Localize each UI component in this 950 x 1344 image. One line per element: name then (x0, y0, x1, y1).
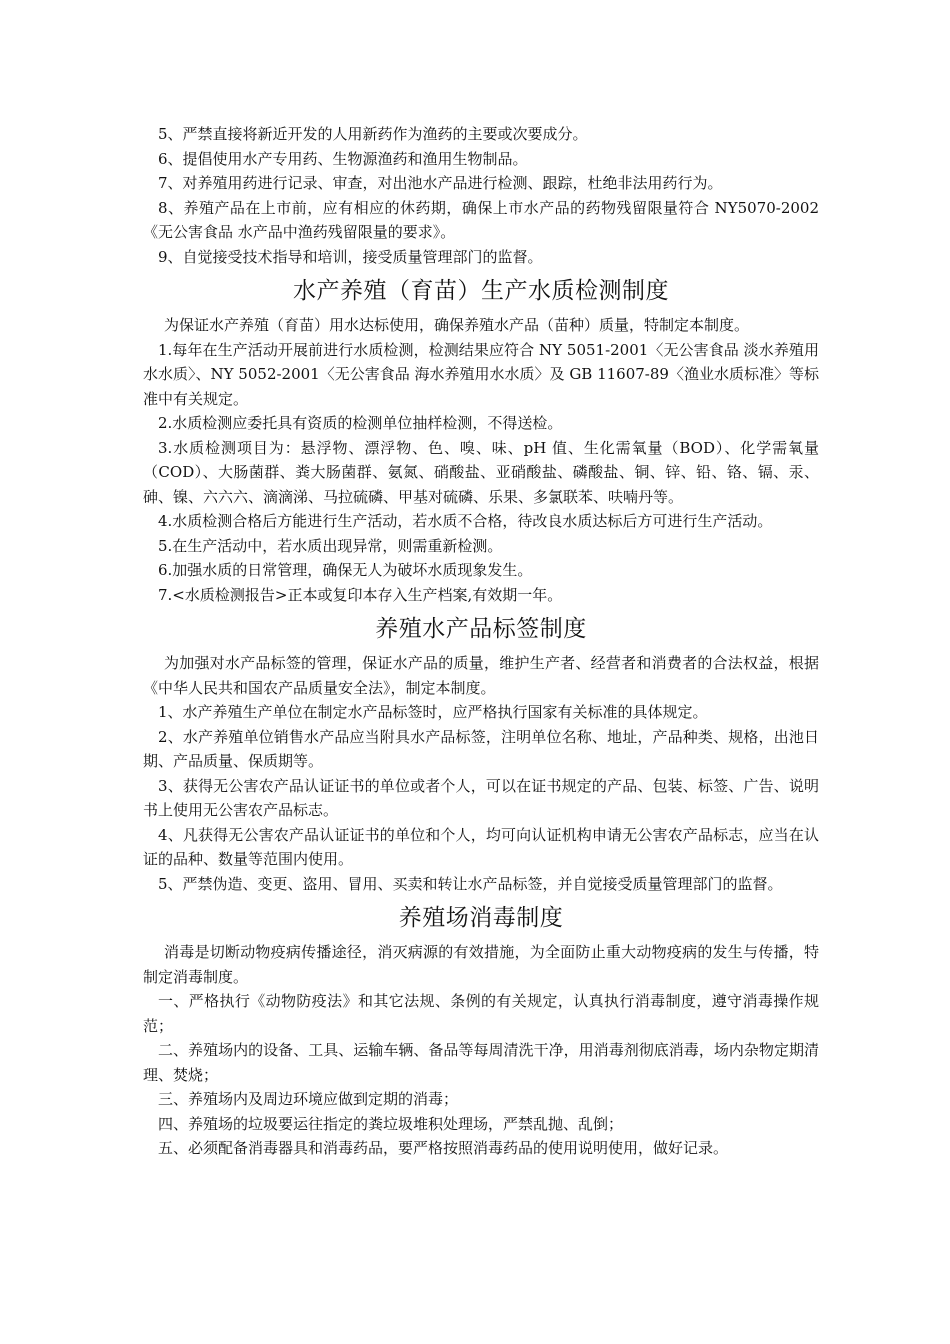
section-intro: 消毒是切断动物疫病传播途径，消灭病源的有效措施，为全面防止重大动物疫病的发生与传播，特制定消毒制度。 (143, 943, 819, 986)
list-item: 五、必须配备消毒器具和消毒药品，要严格按照消毒药品的使用说明使用，做好记录。 (158, 1139, 729, 1157)
document-page (143, 122, 819, 1161)
section-intro: 为保证水产养殖（育苗）用水达标使用，确保养殖水产品（苗种）质量，特制定本制度。 (164, 316, 750, 334)
list-item: 1、水产养殖生产单位在制定水产品标签时，应严格执行国家有关标准的具体规定。 (158, 703, 708, 721)
list-item: 3.水质检测项目为：悬浮物、漂浮物、色、嗅、味、pH 值、生化需氧量（BOD）、化学需氧量（COD）、大肠菌群、粪大肠菌群、氨氮、硝酸盐、亚硝酸盐、磷酸盐、铜、锌、铅、铬、镉、汞、砷、镍、六六六、滴滴涕、马拉硫磷、甲基对硫磷、乐果、多氯联苯、呋喃丹等。 (143, 438, 819, 506)
section-intro: 为加强对水产品标签的管理，保证水产品的质量，维护生产者、经营者和消费者的合法权益，根据《中华人民共和国农产品质量安全法》，制定本制度。 (143, 654, 819, 697)
section-title-water-quality: 水产养殖（育苗）生产水质检测制度 (293, 278, 669, 304)
list-item: 6.加强水质的日常管理，确保无人为破坏水质现象发生。 (158, 561, 533, 579)
list-item: 7、对养殖用药进行记录、审查，对出池水产品进行检测、跟踪，杜绝非法用药行为。 (158, 174, 723, 192)
list-item: 5、严禁直接将新近开发的人用新药作为渔药的主要或次要成分。 (158, 125, 588, 143)
list-item: 2.水质检测应委托具有资质的检测单位抽样检测，不得送检。 (158, 414, 563, 432)
list-item: 4、凡获得无公害农产品认证证书的单位和个人，均可向认证机构申请无公害农产品标志，应当在认证的品种、数量等范围内使用。 (143, 825, 819, 868)
list-item: 5.在生产活动中，若水质出现异常，则需重新检测。 (158, 536, 503, 555)
list-item: 一、严格执行《动物防疫法》和其它法规、条例的有关规定，认真执行消毒制度，遵守消毒操作规范； (143, 992, 819, 1035)
list-item: 1.每年在生产活动开展前进行水质检测，检测结果应符合 NY 5051-2001〈无公害食品 淡水养殖用水水质〉、NY 5052-2001〈无公害食品 海水养殖用水水质〉及 GB 11607-89〈渔业水质标准〉等标准中有关规定。 (143, 340, 819, 408)
list-item: 二、养殖场内的设备、工具、运输车辆、备品等每周清洗干净，用消毒剂彻底消毒，场内杂物定期清理、焚烧； (143, 1041, 819, 1084)
list-item: 四、养殖场的垃圾要运往指定的粪垃圾堆积处理场，严禁乱抛、乱倒； (158, 1114, 624, 1133)
list-item: 5、严禁伪造、变更、盗用、冒用、买卖和转让水产品标签，并自觉接受质量管理部门的监督。 (158, 874, 783, 893)
list-item: 4.水质检测合格后方能进行生产活动，若水质不合格，待改良水质达标后方可进行生产活动。 (158, 512, 773, 530)
list-item: 6、提倡使用水产专用药、生物源渔药和渔用生物制品。 (158, 149, 528, 168)
list-item: 8、养殖产品在上市前，应有相应的休药期，确保上市水产品的药物残留限量符合 NY5070-2002《无公害食品 水产品中渔药残留限量的要求》。 (143, 198, 819, 241)
list-item: 7.<水质检测报告>正本或复印本存入生产档案,有效期一年。 (158, 585, 563, 604)
list-item: 三、养殖场内及周边环境应做到定期的消毒； (158, 1090, 459, 1108)
list-item: 3、获得无公害农产品认证证书的单位或者个人，可以在证书规定的产品、包装、标签、广告、说明书上使用无公害农产品标志。 (143, 776, 819, 819)
list-item: 2、水产养殖单位销售水产品应当附具水产品标签，注明单位名称、地址，产品种类、规格，出池日期、产品质量、保质期等。 (143, 727, 819, 770)
list-item: 9、自觉接受技术指导和培训，接受质量管理部门的监督。 (158, 247, 543, 266)
section-title-labeling: 养殖水产品标签制度 (375, 616, 587, 642)
section-title-disinfection: 养殖场消毒制度 (398, 905, 564, 931)
